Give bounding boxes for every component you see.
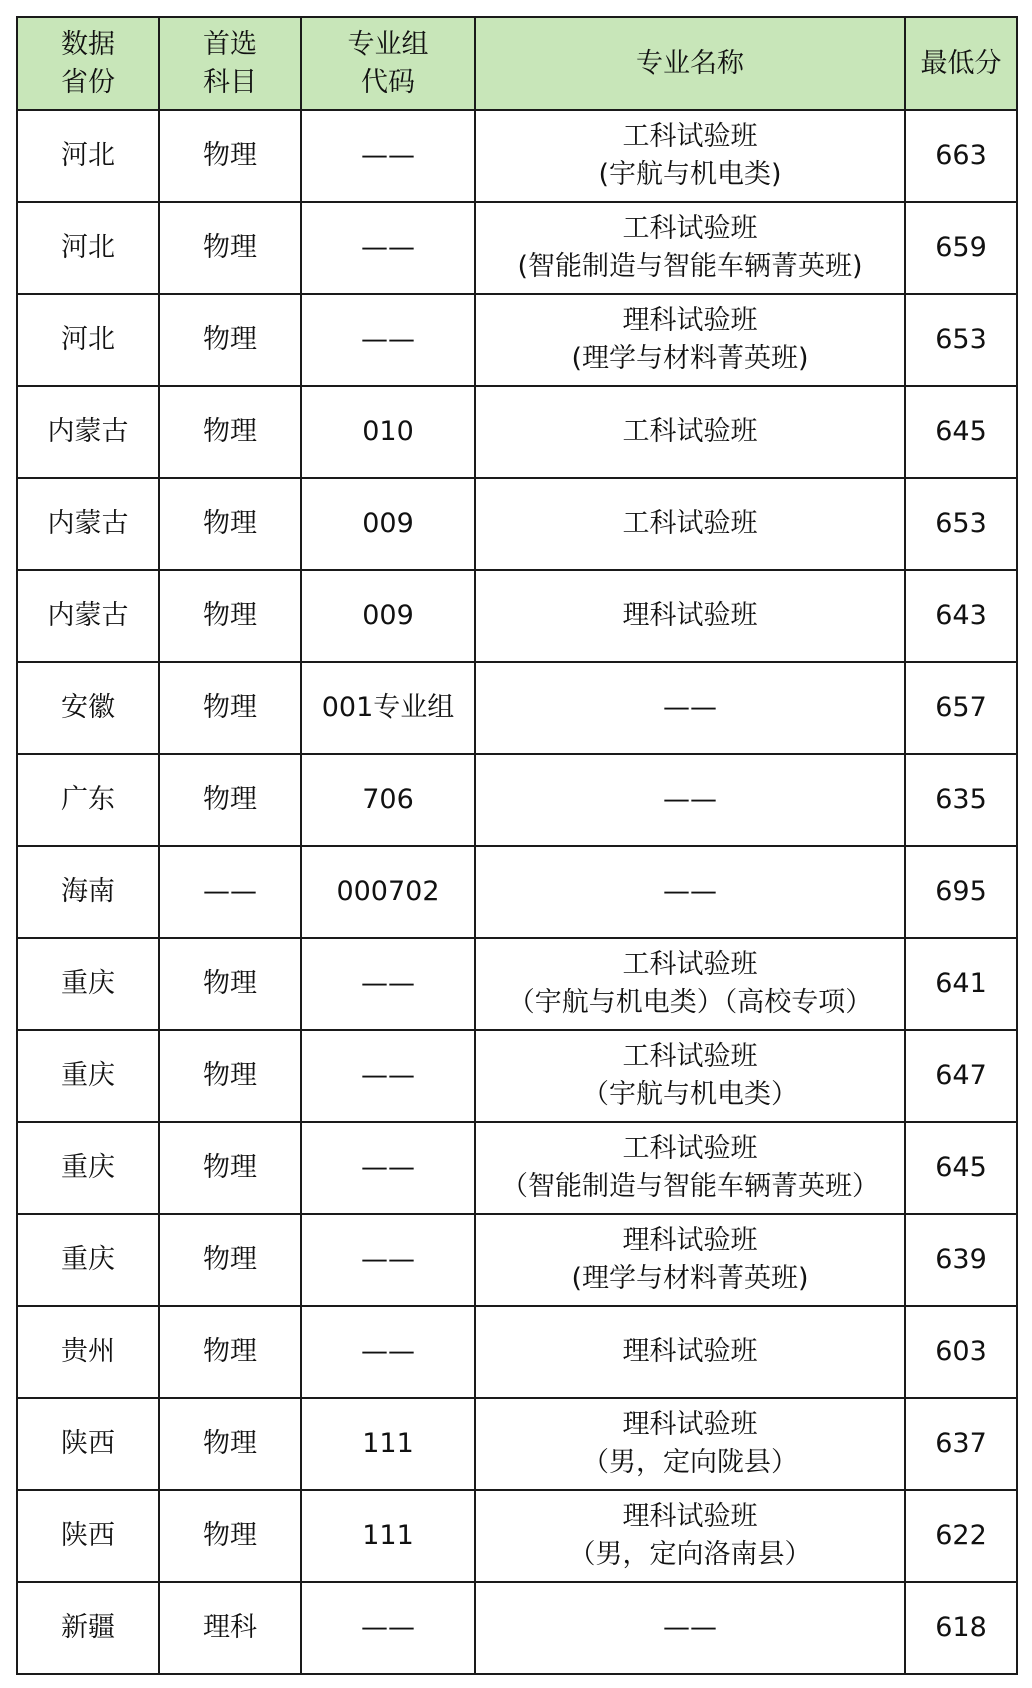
major-name-cell: —— [475, 846, 905, 938]
major-name-cell: 理科试验班 (理学与材料菁英班) [475, 1214, 905, 1306]
group-code-cell: 706 [301, 754, 475, 846]
province-cell: 重庆 [17, 1214, 159, 1306]
table-row [17, 846, 1017, 938]
min-score-cell: 645 [905, 1122, 1017, 1214]
major-name-cell: 工科试验班 (智能制造与智能车辆菁英班) [475, 202, 905, 294]
table-row [17, 1030, 1017, 1122]
subject-cell: 物理 [159, 294, 301, 386]
group-code-cell: —— [301, 294, 475, 386]
min-score-cell: 653 [905, 294, 1017, 386]
group-code-cell: —— [301, 1214, 475, 1306]
group-code-cell: 000702 [301, 846, 475, 938]
table-header-row [17, 17, 1017, 110]
table-row [17, 1306, 1017, 1398]
major-name-cell: 理科试验班 [475, 570, 905, 662]
group-code-cell: 111 [301, 1490, 475, 1582]
subject-cell: 物理 [159, 754, 301, 846]
group-code-cell: 009 [301, 478, 475, 570]
table-row [17, 662, 1017, 754]
table-row [17, 754, 1017, 846]
group-code-cell: —— [301, 1582, 475, 1674]
table-row [17, 110, 1017, 202]
subject-cell: 物理 [159, 1030, 301, 1122]
table-row [17, 1490, 1017, 1582]
group-code-cell: —— [301, 1030, 475, 1122]
subject-cell: 物理 [159, 1398, 301, 1490]
major-name-cell: 理科试验班 （男，定向洛南县） [475, 1490, 905, 1582]
admission-score-table [16, 16, 1018, 1675]
table-body [17, 110, 1017, 1674]
min-score-cell: 641 [905, 938, 1017, 1030]
major-name-cell: —— [475, 662, 905, 754]
table-row [17, 386, 1017, 478]
province-cell: 内蒙古 [17, 386, 159, 478]
group-code-cell: —— [301, 1122, 475, 1214]
major-name-cell: 工科试验班 (宇航与机电类) [475, 110, 905, 202]
subject-cell: —— [159, 846, 301, 938]
min-score-cell: 643 [905, 570, 1017, 662]
table-row [17, 478, 1017, 570]
major-name-cell: —— [475, 1582, 905, 1674]
province-cell: 陕西 [17, 1398, 159, 1490]
min-score-cell: 663 [905, 110, 1017, 202]
major-name-cell: 工科试验班 [475, 478, 905, 570]
province-cell: 新疆 [17, 1582, 159, 1674]
province-cell: 陕西 [17, 1490, 159, 1582]
subject-cell: 物理 [159, 1490, 301, 1582]
subject-cell: 物理 [159, 570, 301, 662]
min-score-cell: 639 [905, 1214, 1017, 1306]
province-cell: 河北 [17, 294, 159, 386]
min-score-cell: 618 [905, 1582, 1017, 1674]
province-cell: 海南 [17, 846, 159, 938]
header-group-code: 专业组 代码 [301, 17, 475, 110]
subject-cell: 理科 [159, 1582, 301, 1674]
min-score-cell: 635 [905, 754, 1017, 846]
min-score-cell: 637 [905, 1398, 1017, 1490]
min-score-cell: 653 [905, 478, 1017, 570]
province-cell: 内蒙古 [17, 570, 159, 662]
group-code-cell: 010 [301, 386, 475, 478]
table-row [17, 938, 1017, 1030]
min-score-cell: 622 [905, 1490, 1017, 1582]
province-cell: 河北 [17, 202, 159, 294]
min-score-cell: 657 [905, 662, 1017, 754]
min-score-cell: 659 [905, 202, 1017, 294]
group-code-cell: 111 [301, 1398, 475, 1490]
subject-cell: 物理 [159, 1306, 301, 1398]
min-score-cell: 647 [905, 1030, 1017, 1122]
major-name-cell: 理科试验班 [475, 1306, 905, 1398]
table-row [17, 1214, 1017, 1306]
table-row [17, 570, 1017, 662]
table-row [17, 1122, 1017, 1214]
province-cell: 河北 [17, 110, 159, 202]
table-row [17, 1582, 1017, 1674]
group-code-cell: 001专业组 [301, 662, 475, 754]
subject-cell: 物理 [159, 478, 301, 570]
subject-cell: 物理 [159, 662, 301, 754]
province-cell: 贵州 [17, 1306, 159, 1398]
major-name-cell: 工科试验班 [475, 386, 905, 478]
header-min-score: 最低分 [905, 17, 1017, 110]
table-row [17, 294, 1017, 386]
table-row [17, 202, 1017, 294]
province-cell: 重庆 [17, 938, 159, 1030]
min-score-cell: 603 [905, 1306, 1017, 1398]
group-code-cell: —— [301, 110, 475, 202]
group-code-cell: —— [301, 202, 475, 294]
subject-cell: 物理 [159, 110, 301, 202]
major-name-cell: 工科试验班 （宇航与机电类）（高校专项） [475, 938, 905, 1030]
province-cell: 重庆 [17, 1122, 159, 1214]
major-name-cell: 理科试验班 （男，定向陇县） [475, 1398, 905, 1490]
group-code-cell: —— [301, 1306, 475, 1398]
header-major-name: 专业名称 [475, 17, 905, 110]
subject-cell: 物理 [159, 386, 301, 478]
header-province: 数据 省份 [17, 17, 159, 110]
subject-cell: 物理 [159, 202, 301, 294]
major-name-cell: —— [475, 754, 905, 846]
province-cell: 安徽 [17, 662, 159, 754]
subject-cell: 物理 [159, 938, 301, 1030]
group-code-cell: —— [301, 938, 475, 1030]
header-subject: 首选 科目 [159, 17, 301, 110]
min-score-cell: 695 [905, 846, 1017, 938]
province-cell: 重庆 [17, 1030, 159, 1122]
subject-cell: 物理 [159, 1122, 301, 1214]
province-cell: 内蒙古 [17, 478, 159, 570]
table-row [17, 1398, 1017, 1490]
major-name-cell: 工科试验班 （宇航与机电类） [475, 1030, 905, 1122]
group-code-cell: 009 [301, 570, 475, 662]
major-name-cell: 理科试验班 (理学与材料菁英班) [475, 294, 905, 386]
province-cell: 广东 [17, 754, 159, 846]
subject-cell: 物理 [159, 1214, 301, 1306]
min-score-cell: 645 [905, 386, 1017, 478]
major-name-cell: 工科试验班 （智能制造与智能车辆菁英班） [475, 1122, 905, 1214]
